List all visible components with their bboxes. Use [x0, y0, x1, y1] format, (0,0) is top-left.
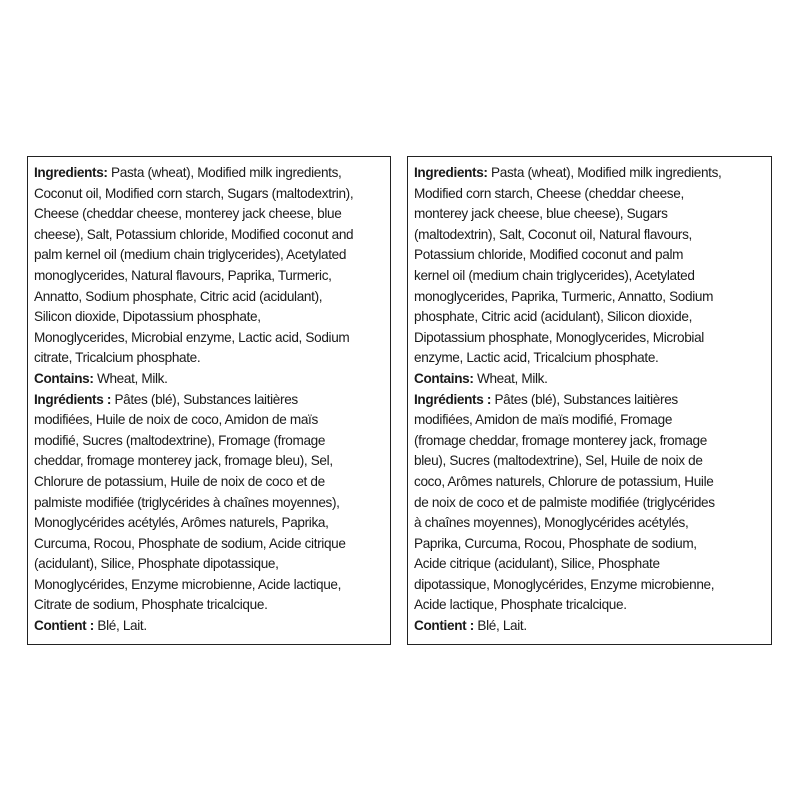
ingredients-fr-line: (fromage cheddar, fromage monterey jack, fromage — [414, 432, 707, 448]
ingredients-fr-line: de noix de coco et de palmiste modifiée (triglycérides — [414, 494, 715, 510]
contains-en-value: Wheat, Milk. — [473, 370, 548, 386]
ingredients-fr-line: Ingrédients : Pâtes (blé), Substances laitières — [34, 391, 298, 407]
ingredients-fr-line: Acide citrique (acidulant), Silice, Phosphate — [414, 556, 660, 572]
ingredients-fr-line: dipotassique, Monoglycérides, Enzyme microbienne, — [414, 576, 715, 592]
ingredients-fr-line: Ingrédients : Pâtes (blé), Substances laitières — [414, 391, 678, 407]
ingredients-panel-right — [407, 156, 772, 645]
ingredients-en-line: Ingredients: Pasta (wheat), Modified milk ingredients, — [34, 165, 342, 180]
ingredients-en-line: Annatto, Sodium phosphate, Citric acid (acidulant), — [34, 288, 323, 304]
contains-en-value: Wheat, Milk. — [93, 370, 168, 386]
ingredients-fr-line: à chaînes moyennes), Monoglycérides acétylés, — [414, 515, 689, 531]
ingredients-fr-line: (acidulant), Silice, Phosphate dipotassique, — [34, 556, 279, 572]
ingredients-en-label: Ingredients: — [414, 165, 488, 180]
ingredients-fr-line: Monoglycérides, Enzyme microbienne, Acide lactique, — [34, 576, 342, 592]
ingredients-fr-line: Acide lactique, Phosphate tricalcique. — [414, 597, 627, 613]
ingredients-en-line: monoglycerides, Paprika, Turmeric, Annatto, Sodium — [414, 288, 714, 304]
contains-fr-label: Contient : — [414, 618, 474, 634]
ingredients-en-label: Ingredients: — [34, 165, 108, 180]
ingredients-fr-line: Monoglycérides acétylés, Arômes naturels, Paprika, — [34, 515, 329, 531]
contains-en-label: Contains: — [34, 370, 94, 386]
ingredients-en-line: phosphate, Citric acid (acidulant), Silicon dioxide, — [414, 309, 692, 325]
ingredients-en-line: Monoglycerides, Microbial enzyme, Lactic acid, Sodium — [34, 329, 350, 345]
ingredients-en-line: (maltodextrin), Salt, Coconut oil, Natural flavours, — [414, 226, 692, 242]
ingredients-fr-label: Ingrédients : — [34, 391, 112, 407]
ingredients-fr-line: Chlorure de potassium, Huile de noix de coco et de — [34, 473, 325, 489]
contains-en-line — [34, 369, 384, 390]
ingredients-fr-line: coco, Arômes naturels, Chlorure de potassium, Huile — [414, 473, 714, 489]
ingredients-en-line: cheese), Salt, Potassium chloride, Modified coconut and — [34, 226, 354, 242]
ingredients-fr-line: Curcuma, Rocou, Phosphate de sodium, Acide citrique — [34, 535, 346, 551]
contains-en-label: Contains: — [414, 370, 474, 386]
contains-fr-line — [414, 616, 765, 637]
contains-fr-line — [34, 616, 384, 637]
ingredients-fr-line: modifiées, Huile de noix de coco, Amidon de maïs — [34, 412, 318, 428]
ingredients-en-line: Cheese (cheddar cheese, monterey jack cheese, blue — [34, 206, 342, 222]
ingredients-fr-line: palmiste modifiée (triglycérides à chaînes moyennes), — [34, 494, 340, 510]
ingredients-en-line: palm kernel oil (medium chain triglycerides), Acetylated — [34, 247, 347, 263]
ingredients-en-line: Dipotassium phosphate, Monoglycerides, Microbial — [414, 329, 704, 345]
contains-fr-value: Blé, Lait. — [93, 618, 147, 634]
ingredients-fr-line: Paprika, Curcuma, Rocou, Phosphate de sodium, — [414, 535, 697, 551]
ingredients-en-line: enzyme, Lactic acid, Tricalcium phosphate. — [414, 350, 659, 366]
ingredients-en-line: Silicon dioxide, Dipotassium phosphate, — [34, 309, 261, 325]
ingredients-en-line: Potassium chloride, Modified coconut and palm — [414, 247, 684, 263]
ingredients-en-line: monoglycerides, Natural flavours, Paprika, Turmeric, — [34, 267, 332, 283]
ingredients-en-line: Coconut oil, Modified corn starch, Sugars (maltodextrin), — [34, 185, 354, 201]
contains-fr-value: Blé, Lait. — [473, 618, 527, 634]
ingredients-fr-line: bleu), Sucres (maltodextrine), Sel, Huile de noix de — [414, 453, 703, 469]
ingredients-en-line: Ingredients: Pasta (wheat), Modified milk ingredients, — [414, 165, 722, 180]
ingredients-fr-line: cheddar, fromage monterey jack, fromage bleu), Sel, — [34, 453, 333, 469]
ingredients-fr-line: modifiées, Amidon de maïs modifié, Fromage — [414, 412, 673, 428]
ingredients-en-line: Modified corn starch, Cheese (cheddar cheese, — [414, 185, 684, 201]
ingredients-panel-left — [27, 156, 391, 645]
contains-en-line — [414, 369, 765, 390]
ingredients-en-line: kernel oil (medium chain triglycerides), Acetylated — [414, 267, 695, 283]
ingredients-en-line: monterey jack cheese, blue cheese), Sugars — [414, 206, 668, 222]
ingredients-en-line: citrate, Tricalcium phosphate. — [34, 350, 201, 366]
ingredients-fr-line: modifié, Sucres (maltodextrine), Fromage (fromage — [34, 432, 326, 448]
contains-fr-label: Contient : — [34, 618, 94, 634]
ingredients-fr-label: Ingrédients : — [414, 391, 492, 407]
ingredients-fr-line: Citrate de sodium, Phosphate tricalcique. — [34, 597, 268, 613]
